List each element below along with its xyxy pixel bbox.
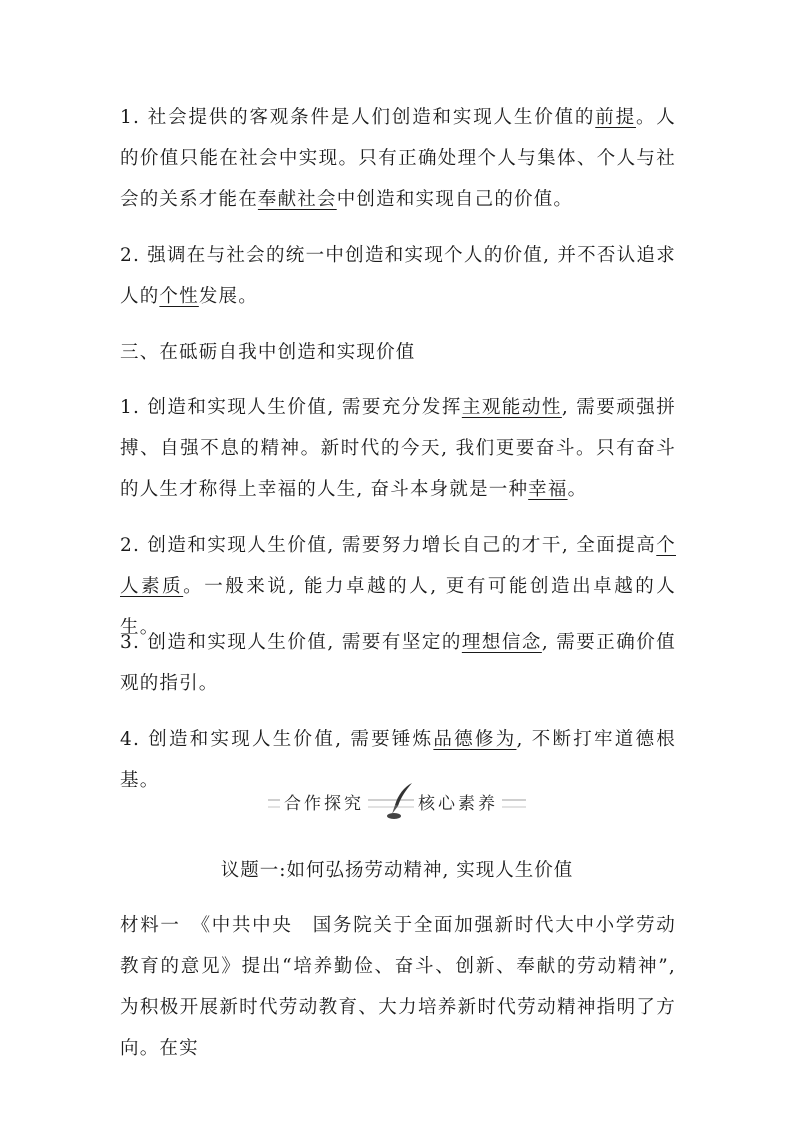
paragraph-1 <box>120 97 676 220</box>
paragraph-3 <box>120 387 676 510</box>
material-paragraph: 材料一 《中共中央 国务院关于全面加强新时代大中小学劳动教育的意见》提出“培养勤俭、奋斗、创新、奉献的劳动精神”, 为积极开展新时代劳动教育、大力培养新时代劳动精神指明了方向。在实 <box>120 915 676 1059</box>
paragraph-text: 。 <box>567 479 588 500</box>
underlined-term: 品德修为 <box>433 729 517 750</box>
paragraph-5 <box>120 622 676 704</box>
paragraph-text: 2. 创造和实现人生价值, 需要努力增长自己的才干, 全面提高 <box>120 535 657 556</box>
topic-title: 议题一:如何弘扬劳动精神, 实现人生价值 <box>220 860 574 881</box>
paragraph-text: 。一般来说, 能力卓越的人, 更有可能创造出卓越的人生。 <box>120 576 676 638</box>
paragraph-text: , 需要顽强拼搏、自强不息的精神。新时代的今天, 我们更要奋斗。只有奋斗的人生才称得上幸福的人生, 奋斗本身就是一种 <box>120 397 676 500</box>
paragraph-text: 2. 强调在与社会的统一中创造和实现个人的价值, 并不否认追求人的 <box>120 245 676 307</box>
paragraph-text: 发展。 <box>198 286 258 307</box>
underlined-term: 个性 <box>159 286 199 307</box>
section-banner <box>268 779 526 829</box>
paragraph-text: 4. 创造和实现人生价值, 需要锤炼 <box>120 729 434 750</box>
banner-right-label: 核心素养 <box>414 789 502 814</box>
underlined-term: 前提 <box>595 107 636 128</box>
underlined-term: 个人素质 <box>120 535 676 597</box>
section-heading: 三、在砥砺自我中创造和实现价值 <box>120 342 416 363</box>
quill-pen-icon <box>386 781 416 821</box>
banner-left-label: 合作探究 <box>280 789 368 814</box>
underlined-term: 奉献社会 <box>257 189 337 210</box>
paragraph-text: 。人的价值只能在社会中实现。只有正确处理个人与集体、个人与社会的关系才能在 <box>120 107 676 210</box>
paragraph-text: , 不断打牢道德根基。 <box>120 729 676 791</box>
underlined-term: 理想信念 <box>461 632 542 653</box>
paragraph-text: 中创造和实现自己的价值。 <box>336 189 574 210</box>
paragraph-2 <box>120 235 676 317</box>
underlined-term: 主观能动性 <box>461 397 562 418</box>
paragraph-text: 1. 创造和实现人生价值, 需要充分发挥 <box>120 397 462 418</box>
underlined-term: 幸福 <box>528 479 568 500</box>
paragraph-text: 3. 创造和实现人生价值, 需要有坚定的 <box>120 632 462 653</box>
paragraph-text: 1. 社会提供的客观条件是人们创造和实现人生价值的 <box>120 107 596 128</box>
paragraph-text: , 需要正确价值观的指引。 <box>120 632 676 694</box>
